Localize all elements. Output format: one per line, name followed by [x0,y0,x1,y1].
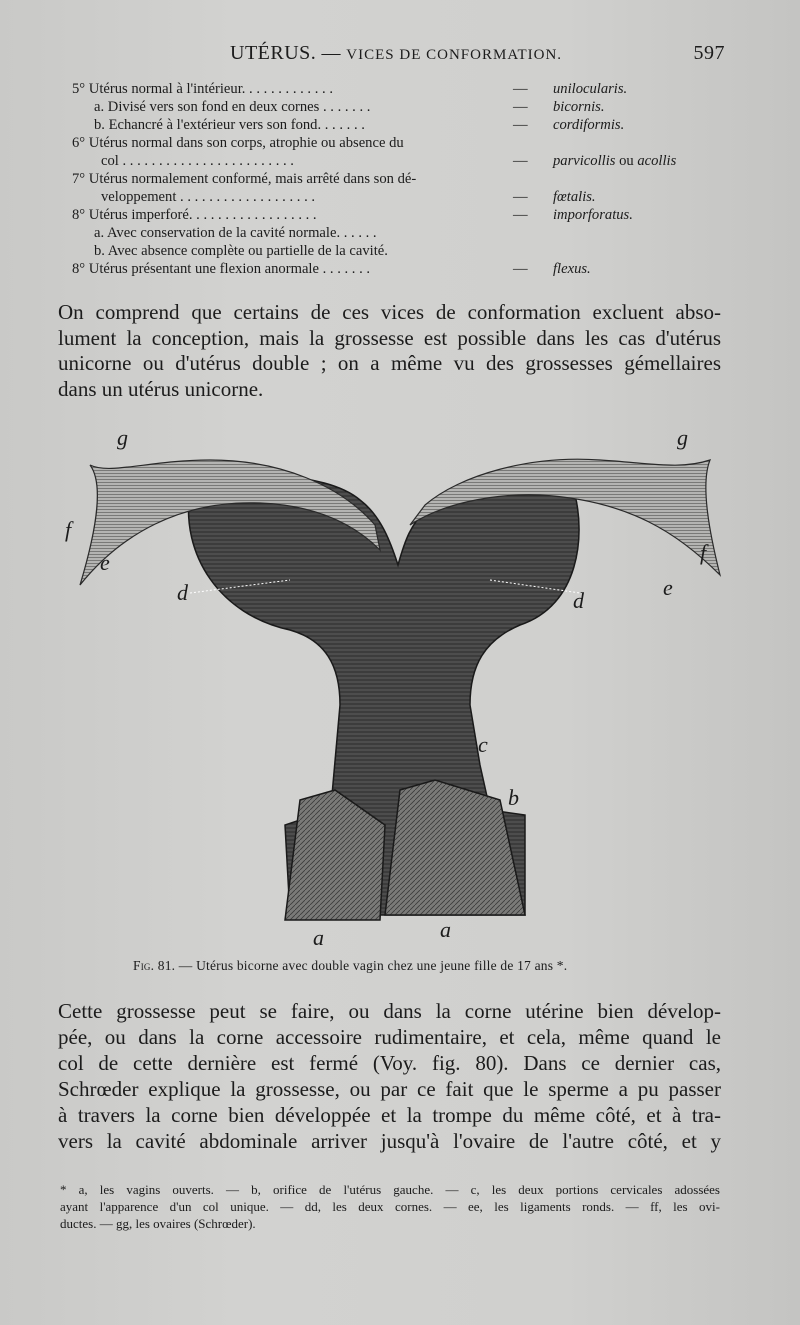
anatomical-figure [60,415,740,955]
list-item [72,98,712,116]
figure-number: Fig. 81. [133,958,176,973]
latin-term: acollis [637,153,677,169]
list-item [72,80,712,98]
list-item-text: b. Echancré à l'extérieur vers son fond. . . . . . . [94,117,365,133]
list-item-text: b. Avec absence complète ou partielle de la cavité. [94,243,388,259]
running-title-dash: — [316,43,347,64]
list-item [72,170,712,188]
label-c: c [478,732,488,757]
page-number: 597 [693,42,725,64]
latin-joiner: ou [615,153,638,169]
label-d-right: d [573,588,584,613]
list-item-latin: imporforatus. [553,207,633,223]
list-item-text: 5° Utérus normal à l'intérieur. . . . . . . . . . . . . [72,81,333,97]
list-item [72,152,712,170]
list-item [72,188,712,206]
classification-list [72,80,712,278]
paragraph-line: pée, ou dans la corne accessoire rudimentaire, et cela, même quand le [58,1025,721,1049]
list-item [72,260,712,278]
paragraph-line: Schrœder explique la grossesse, ou par ce fait que le sperme a pu passer [58,1077,721,1101]
footnote-line: * a, les vagins ouverts. — b, orifice de l'utérus gauche. — c, les deux portions cervicales adossées [60,1182,720,1197]
label-f-left: f [65,517,72,542]
list-item-latin [553,152,676,170]
list-item-text: 8° Utérus imperforé. . . . . . . . . . . . . . . . . . [72,207,317,223]
running-title [230,42,562,65]
paragraph-line: lument la conception, mais la grossesse est possible dans les cas d'utérus [58,325,721,350]
list-item-latin: unilocularis. [553,81,628,97]
footnote-line: ductes. — gg, les ovaires (Schrœder). [60,1216,256,1231]
latin-term: parvicollis [553,153,616,169]
list-item-text: 6° Utérus normal dans son corps, atrophie ou absence du [72,135,404,151]
figure-caption [133,958,567,974]
list-item-dash: — [513,99,528,115]
paragraph-line: On comprend que certains de ces vices de conformation excluent abso- [58,300,721,324]
list-item-text: veloppement . . . . . . . . . . . . . . . . . . . [101,189,316,205]
paragraph-line: Cette grossesse peut se faire, ou dans la corne utérine bien dévelop- [58,999,721,1023]
list-item-dash: — [513,117,528,133]
list-item-latin: bicornis. [553,99,605,115]
list-item [72,134,712,152]
footnote-line: ayant l'apparence d'un col unique. — dd, les deux cornes. — ee, les ligaments ronds. — ff, les ovi- [60,1199,720,1214]
label-g-left: g [117,425,128,450]
footnote [60,1181,720,1232]
list-item [72,242,712,260]
uterus-bicornis-illustration [60,415,740,955]
list-item-text: col . . . . . . . . . . . . . . . . . . . . . . . . [101,153,294,169]
label-f-right: f [700,540,707,565]
caption-text: — Utérus bicorne avec double vagin chez une jeune fille de 17 ans *. [175,958,568,973]
list-item-text: 7° Utérus normalement conformé, mais arrêté dans son dé- [72,171,417,187]
list-item-text: a. Divisé vers son fond en deux cornes . . . . . . . [94,99,371,115]
paragraph-line: unicorne ou d'utérus double ; on a même vu des grossesses gémellaires [58,351,721,375]
paragraph-line: dans un utérus unicorne. [58,376,264,401]
label-a-right: a [440,917,451,942]
label-e-left: e [100,550,110,575]
list-item [72,206,712,224]
list-item-dash: — [513,261,528,277]
paragraph-line: à travers la corne bien développée et la trompe du même côté, et à tra- [58,1103,721,1127]
running-title-sub: VICES DE CONFORMATION. [346,47,563,63]
list-item [72,116,712,134]
list-item-latin: flexus. [553,261,591,277]
list-item-text: a. Avec conservation de la cavité normale. . . . . . [94,225,377,241]
label-e-right: e [663,575,673,600]
paragraph-line: col de cette dernière est fermé (Voy. fig. 80). Dans ce dernier cas, [58,1051,721,1075]
list-item-text: 8° Utérus présentant une flexion anormale . . . . . . . [72,261,371,277]
body-paragraph [58,300,721,402]
vagina-openings [285,780,525,920]
list-item-dash: — [513,153,528,169]
body-paragraph [58,998,721,1154]
label-d-left: d [177,580,188,605]
label-g-right: g [677,425,688,450]
label-a-left: a [313,925,324,950]
list-item [72,224,712,242]
list-item-dash: — [513,189,528,205]
label-b: b [508,785,519,810]
running-title-main: UTÉRUS. [230,42,317,64]
list-item-dash: — [513,81,528,97]
list-item-latin: fœtalis. [553,189,596,205]
list-item-latin: cordiformis. [553,117,625,133]
list-item-dash: — [513,207,528,223]
paragraph-line: vers la cavité abdominale arriver jusqu'à l'ovaire de l'autre côté, et y [58,1129,721,1153]
